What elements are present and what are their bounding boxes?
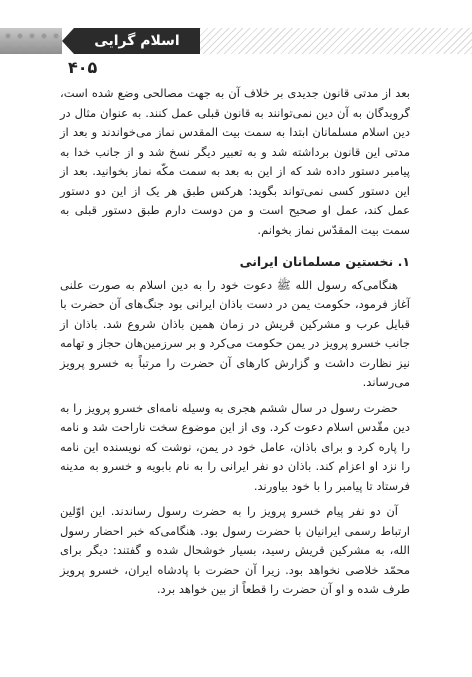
running-header <box>0 28 472 54</box>
header-arrow-decoration <box>62 28 74 54</box>
section-heading: ۱. نخستین مسلمانان ایرانی <box>239 254 410 269</box>
paragraph-letter-to-khosrow: حضرت رسول در سال ششم هجری به وسیله نامه‌ای خسرو پرویز را به دین مقّدس اسلام دعوت کرد. وی از این موضوع سخت ناراحت شد و نامه را پاره کرد و برای باذان، عامل خود در یمن، نوشت که نویسنده این نامه را نزد او اعزام کند. باذان دو نفر ایرانی را به نام بابویه و خسرو به مدینه فرستاد تا پیامبر را با خود بیاورند. <box>60 400 410 493</box>
paragraph-envoys: آن دو نفر پیام خسرو پرویز را به حضرت رسول رساندند. این اوّلین ارتباط رسمی ایرانیان با حضرت رسول بود. هنگامی‌که خبر احضار رسول الله، به مشرکین قریش رسید، بسیار خوشحال شده و گفتند: دیگر برای محمّد خلاصی نخواهد بود. زیرا آن حضرت با پادشاه ایران، خسرو پرویز طرف شده و او آن حضرت را قطعاً از بین خواهد برد. <box>60 504 410 596</box>
running-title: اسلام گرایی <box>74 28 200 54</box>
paragraph-yemen-badhan: هنگامی‌که رسول الله ﷺ دعوت خود را به دین اسلام به صورت علنی آغاز فرمود، حکومت یمن در دست باذان ایرانی بود جنگ‌های آن حضرت با قبایل عرب و مشرکین قریش در زمان همین باذان شروع شد. باذان از جانب خسرو پرویز در یمن حکومت می‌کرد و بر سرزمین‌هان حجاز و تهامه نیز نظارت داشت و گزارش کارهای آن حضرت را مرتباً به خسرو پرویز می‌رساند. <box>60 277 410 389</box>
body-text <box>60 84 410 606</box>
paragraph-abrogation: بعد از مدتی قانون جدیدی بر خلاف آن به جهت مصالحی وضع شده است، گرویدگان به آن دین نمی‌توانند به قانون قبلی عمل کنند. به عنوان مثال در دین اسلام مسلمانان ابتدا به سمت بیت المقدس نماز می‌خواندند و بعد از مدتی این قانون برداشته شد و به تعبیر دیگر نسخ شد و از جانب خدا به پیامبر دستور داده شد که از این به بعد به سمت مکّه نماز بخوانید. بعد از این دستور کسی نمی‌تواند بگوید: هرکس طبق هر یک از این دو دستور عمل کند، عمل او صحیح است و من دوست دارم طبق دستور قبلی به سمت بیت المقدّس نماز بخوانم. <box>60 86 410 237</box>
decorative-ornament <box>0 28 62 54</box>
page-number: ۴۰۵ <box>68 58 98 77</box>
hatched-rule-decoration <box>200 28 472 54</box>
